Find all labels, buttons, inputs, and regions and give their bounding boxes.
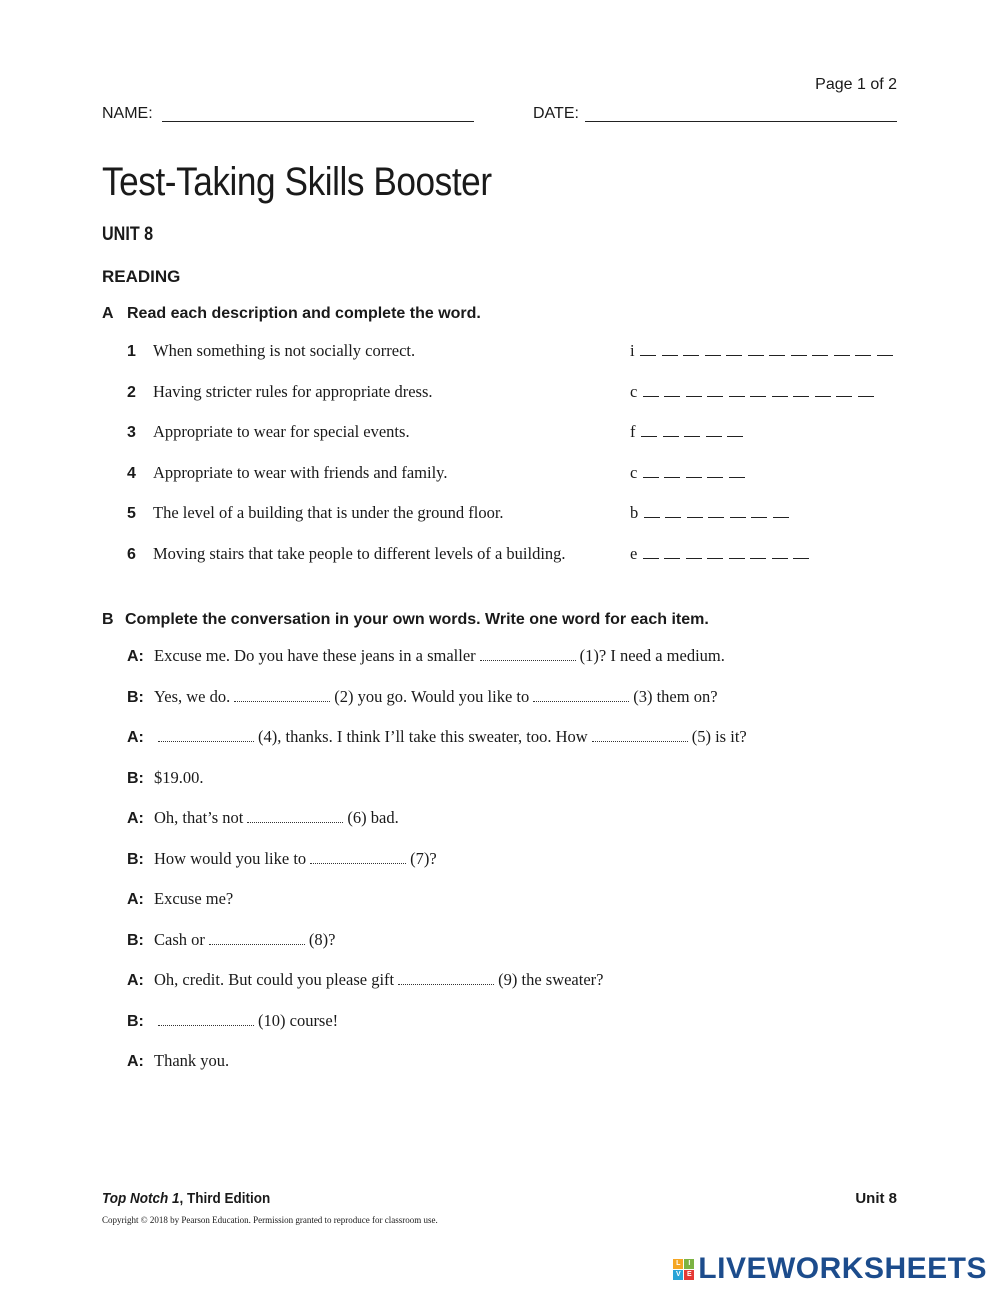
logo-icon-tile: I [684,1259,694,1269]
conversation-text: (3) them on? [633,686,718,706]
conversation-text: (8)? [308,929,336,949]
letter-blank[interactable] [769,343,785,356]
conversation-line [127,970,603,990]
letter-blank[interactable] [858,384,874,397]
conversation-text: Yes, we do. [154,686,231,706]
letter-blank[interactable] [706,424,722,437]
letter-blank[interactable] [707,465,723,478]
letter-blank[interactable] [644,505,660,518]
answer-blank[interactable] [234,689,330,702]
footer-unit: Unit 8 [855,1190,897,1207]
speaker-label: B: [127,931,144,949]
answer-word [630,463,745,483]
answer-first-letter: e [630,543,638,563]
letter-blank[interactable] [664,384,680,397]
letter-blank[interactable] [707,384,723,397]
letter-blank[interactable] [687,505,703,518]
letter-blank[interactable] [812,343,828,356]
item-description: Moving stairs that take people to different levels of a building. [153,543,566,563]
answer-blank[interactable] [247,810,343,823]
letter-blank[interactable] [815,384,831,397]
conversation-text: Oh, credit. But could you please gift [154,970,395,989]
conversation-text: Thank you. [154,1051,230,1070]
item-row [127,382,433,402]
speaker-label: A: [127,972,144,989]
letter-blank[interactable] [683,343,699,356]
liveworksheets-logo-icon [673,1259,694,1280]
section-a-heading [102,305,481,323]
conversation-line [127,768,204,788]
answer-blank[interactable] [158,729,254,742]
item-description: When something is not socially correct. [153,341,416,360]
answer-blank[interactable] [480,648,576,661]
item-number: 2 [127,383,136,401]
letter-blank[interactable] [726,343,742,356]
letter-blank[interactable] [705,343,721,356]
answer-blank[interactable] [533,689,629,702]
letter-blank[interactable] [772,546,788,559]
item-number: 6 [127,545,136,563]
logo-icon-tile: L [673,1259,683,1269]
conversation-line [127,727,747,747]
date-field[interactable] [585,121,897,122]
speaker-label: A: [127,810,144,827]
letter-blank[interactable] [773,505,789,518]
answer-word [630,422,743,442]
item-number: 1 [127,343,136,360]
letter-blank[interactable] [793,384,809,397]
letter-blank[interactable] [793,546,809,559]
conversation-line [127,1051,229,1071]
book-title: Top Notch 1 [102,1190,180,1207]
conversation-text: (1)? I need a medium. [579,646,725,665]
item-number: 5 [127,505,136,522]
letter-blank[interactable] [729,465,745,478]
speaker-label: B: [127,1012,144,1030]
item-row [127,503,504,523]
letter-blank[interactable] [834,343,850,356]
letter-blank[interactable] [877,343,893,356]
letter-blank[interactable] [662,343,678,356]
section-a-letter: A [102,305,114,322]
unit-heading: UNIT 8 [102,224,154,245]
letter-blank[interactable] [750,384,766,397]
answer-word [630,341,893,361]
conversation-text: (5) is it? [691,727,747,746]
conversation-text: $19.00. [154,767,204,787]
answer-blank[interactable] [398,972,494,985]
item-number: 4 [127,464,136,482]
speaker-label: A: [127,891,144,908]
conversation-line [127,646,725,666]
letter-blank[interactable] [730,505,746,518]
letter-blank[interactable] [643,465,659,478]
item-description: The level of a building that is under the ground floor. [153,503,504,522]
letter-blank[interactable] [663,424,679,437]
conversation-text: (9) the sweater? [498,970,604,989]
section-b-instruction: Complete the conversation in your own words. Write one word for each item. [125,611,709,628]
letter-blank[interactable] [750,546,766,559]
item-description: Having stricter rules for appropriate dress. [153,381,433,401]
copyright-notice: Copyright © 2018 by Pearson Education. Permission granted to reproduce for classroom use. [102,1215,438,1225]
page-number: Page 1 of 2 [815,76,897,93]
footer-book-title [102,1190,270,1207]
answer-blank[interactable] [209,932,305,945]
letter-blank[interactable] [772,384,788,397]
conversation-text: (4), thanks. I think I’ll take this sweater, too. How [258,727,588,746]
speaker-label: A: [127,648,144,665]
speaker-label: B: [127,769,144,787]
speaker-label: B: [127,688,144,706]
letter-blank[interactable] [686,465,702,478]
date-label: DATE: [533,105,579,122]
speaker-label: A: [127,1053,144,1070]
name-label: NAME: [102,105,153,122]
speaker-label: B: [127,850,144,868]
liveworksheets-logo-text: LIVEWORKSHEETS [698,1252,987,1285]
answer-first-letter: f [630,422,636,441]
speaker-label: A: [127,729,144,746]
page-title: Test-Taking Skills Booster [102,160,492,204]
answer-blank[interactable] [158,1013,254,1026]
conversation-text: Excuse me. Do you have these jeans in a smaller [154,646,476,665]
letter-blank[interactable] [748,343,764,356]
letter-blank[interactable] [643,546,659,559]
conversation-text: (10) course! [258,1010,339,1030]
logo-icon-tile: E [684,1270,694,1280]
name-field[interactable] [162,121,474,122]
conversation-line [127,1011,338,1031]
item-number: 3 [127,424,136,441]
letter-blank[interactable] [708,505,724,518]
letter-blank[interactable] [664,465,680,478]
conversation-text: (2) you go. Would you like to [334,686,530,706]
reading-heading: READING [102,267,181,286]
answer-blank[interactable] [592,729,688,742]
conversation-text: (7)? [410,848,437,868]
conversation-line [127,687,718,707]
answer-word [630,382,874,402]
item-row [127,544,566,564]
answer-first-letter: c [630,462,638,482]
answer-word [630,544,809,564]
answer-first-letter: i [630,341,635,360]
letter-blank[interactable] [665,505,681,518]
conversation-text: Cash or [154,929,205,949]
letter-blank[interactable] [684,424,700,437]
conversation-text: Excuse me? [154,889,234,908]
answer-blank[interactable] [310,851,406,864]
answer-first-letter: c [630,381,638,401]
section-b-letter: B [102,611,114,628]
conversation-line [127,808,399,828]
conversation-text: How would you like to [154,848,307,868]
letter-blank[interactable] [641,424,657,437]
letter-blank[interactable] [836,384,852,397]
logo-icon-tile: V [673,1270,683,1280]
letter-blank[interactable] [686,546,702,559]
item-description: Appropriate to wear with friends and family. [153,462,448,482]
answer-first-letter: b [630,503,639,522]
letter-blank[interactable] [686,384,702,397]
liveworksheets-logo[interactable] [673,1252,987,1286]
conversation-line [127,849,437,869]
item-row [127,341,415,361]
conversation-text: Oh, that’s not [154,808,244,827]
letter-blank[interactable] [729,546,745,559]
letter-blank[interactable] [640,343,656,356]
item-description: Appropriate to wear for special events. [153,422,410,441]
item-row [127,463,447,483]
answer-word [630,503,789,523]
conversation-text: (6) bad. [347,808,399,827]
letter-blank[interactable] [751,505,767,518]
conversation-line [127,930,335,950]
letter-blank[interactable] [729,384,745,397]
letter-blank[interactable] [707,546,723,559]
item-row [127,422,410,442]
section-a-instruction: Read each description and complete the word. [127,305,481,322]
letter-blank[interactable] [664,546,680,559]
conversation-line [127,889,233,909]
section-b-heading [102,611,709,629]
letter-blank[interactable] [643,384,659,397]
book-edition: , Third Edition [179,1190,271,1207]
letter-blank[interactable] [855,343,871,356]
letter-blank[interactable] [727,424,743,437]
letter-blank[interactable] [791,343,807,356]
